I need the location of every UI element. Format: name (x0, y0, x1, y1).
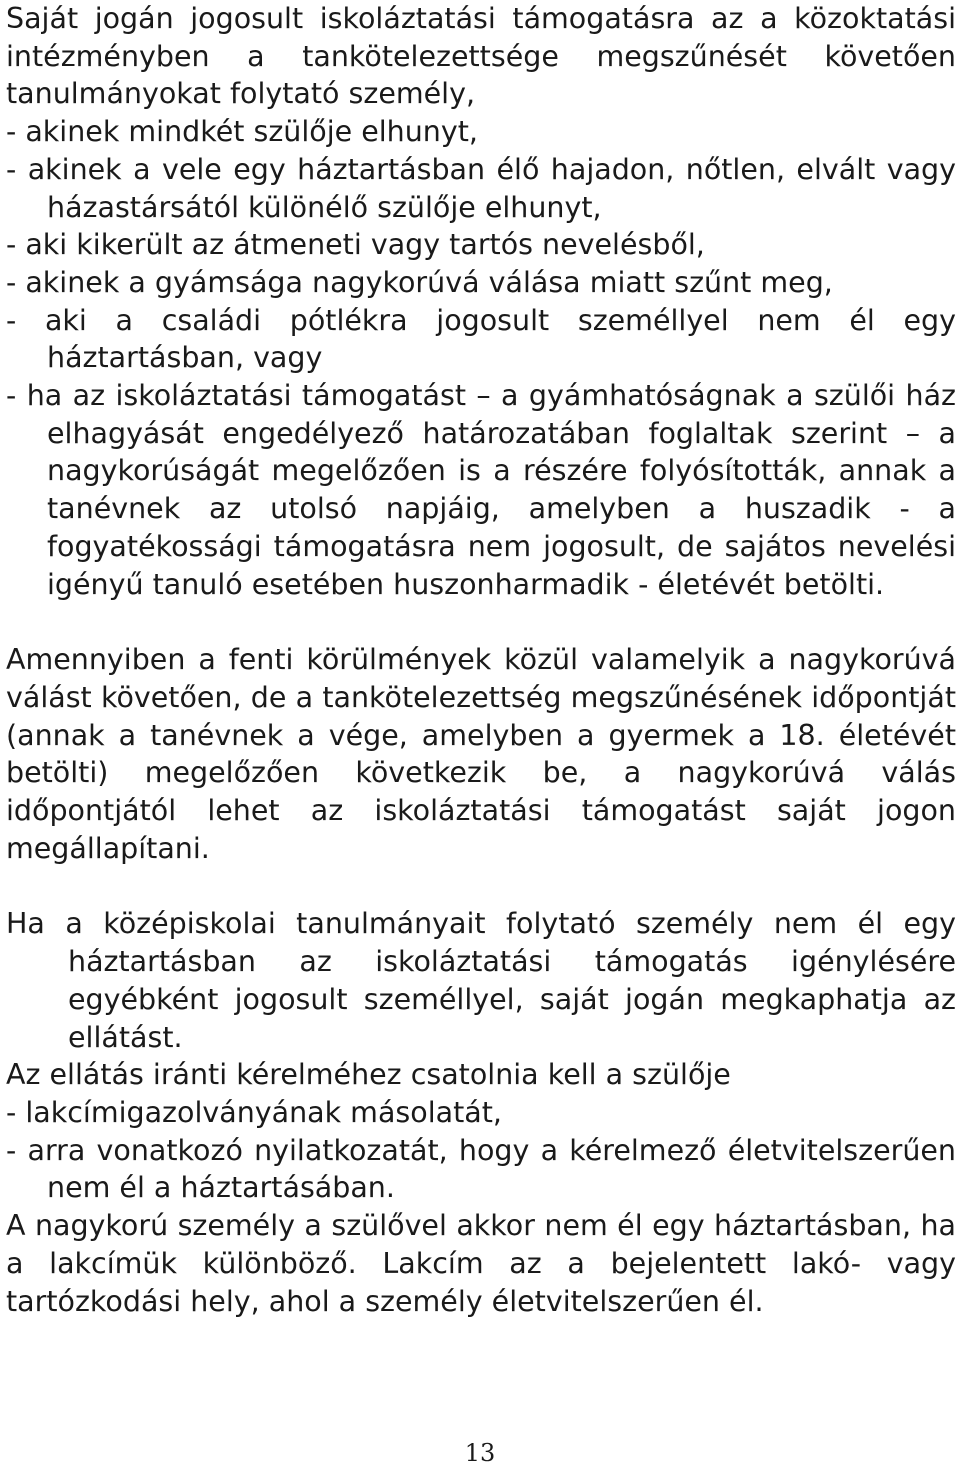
document-page (6, 0, 956, 1320)
attachment-item-2: - arra vonatkozó nyilatkozatát, hogy a kérelmező életvitelszerűen nem él a háztartásában. (6, 1133, 956, 1205)
amennyiben-paragraph: Amennyiben a fenti körülmények közül valamelyik a nagykorúvá válást követően, de a tankötelezettség megszűnésének időpontját (annak a tanévnek a vége, amelyben a gyermek a 18. életévét betölti) megelőzően következik be, a nagykorúvá válás időpontjától lehet az iskoláztatási támogatást saját jogon megállapítani. (6, 643, 956, 865)
closing-paragraph: A nagykorú személy a szülővel akkor nem él egy háztartásban, ha a lakcímük különböző. Lakcím az a bejelentett lakó- vagy tartózkodási hely, ahol a személy életvitelszerűen él. (6, 1209, 956, 1318)
paragraph-spacer (6, 603, 956, 641)
list-item-6: - ha az iskoláztatási támogatást – a gyámhatóságnak a szülői ház elhagyását engedélyező határozatában foglaltak szerint – a nagykorúságát megelőzően is a részére folyósították, annak a tanévnek az utolsó napjáig, amelyben a huszadik - a fogyatékossági támogatásra nem jogosult, de sajátos nevelési igényű tanuló esetében huszonharmadik - életévét betölti. (6, 379, 956, 601)
kozepiskolai-paragraph: Ha a középiskolai tanulmányait folytató személy nem él egy háztartásban az iskoláztatási támogatás igénylésére egyébként jogosult személlyel, saját jogán megkaphatja az ellátást. (6, 907, 956, 1054)
list-item-2: - akinek a vele egy háztartásban élő hajadon, nőtlen, elvált vagy házastársától különélő szülője elhunyt, (6, 152, 956, 224)
intro-paragraph: Saját jogán jogosult iskoláztatási támogatásra az a közoktatási intézményben a tankötelezettsége megszűnését követően tanulmányokat folytató személy, (6, 2, 956, 111)
attachment-item-1: - lakcímigazolványának másolatát, (6, 1095, 502, 1129)
page-number: 13 (464, 1439, 496, 1467)
attachment-intro: Az ellátás iránti kérelméhez csatolnia kell a szülője (6, 1058, 731, 1092)
list-item-3: - aki kikerült az átmeneti vagy tartós nevelésből, (6, 228, 705, 262)
list-item-4: - akinek a gyámsága nagykorúvá válása miatt szűnt meg, (6, 265, 833, 299)
list-item-5: - aki a családi pótlékra jogosult személlyel nem él egy háztartásban, vagy (6, 303, 956, 375)
paragraph-spacer (6, 867, 956, 905)
list-item-1: - akinek mindkét szülője elhunyt, (6, 115, 478, 149)
